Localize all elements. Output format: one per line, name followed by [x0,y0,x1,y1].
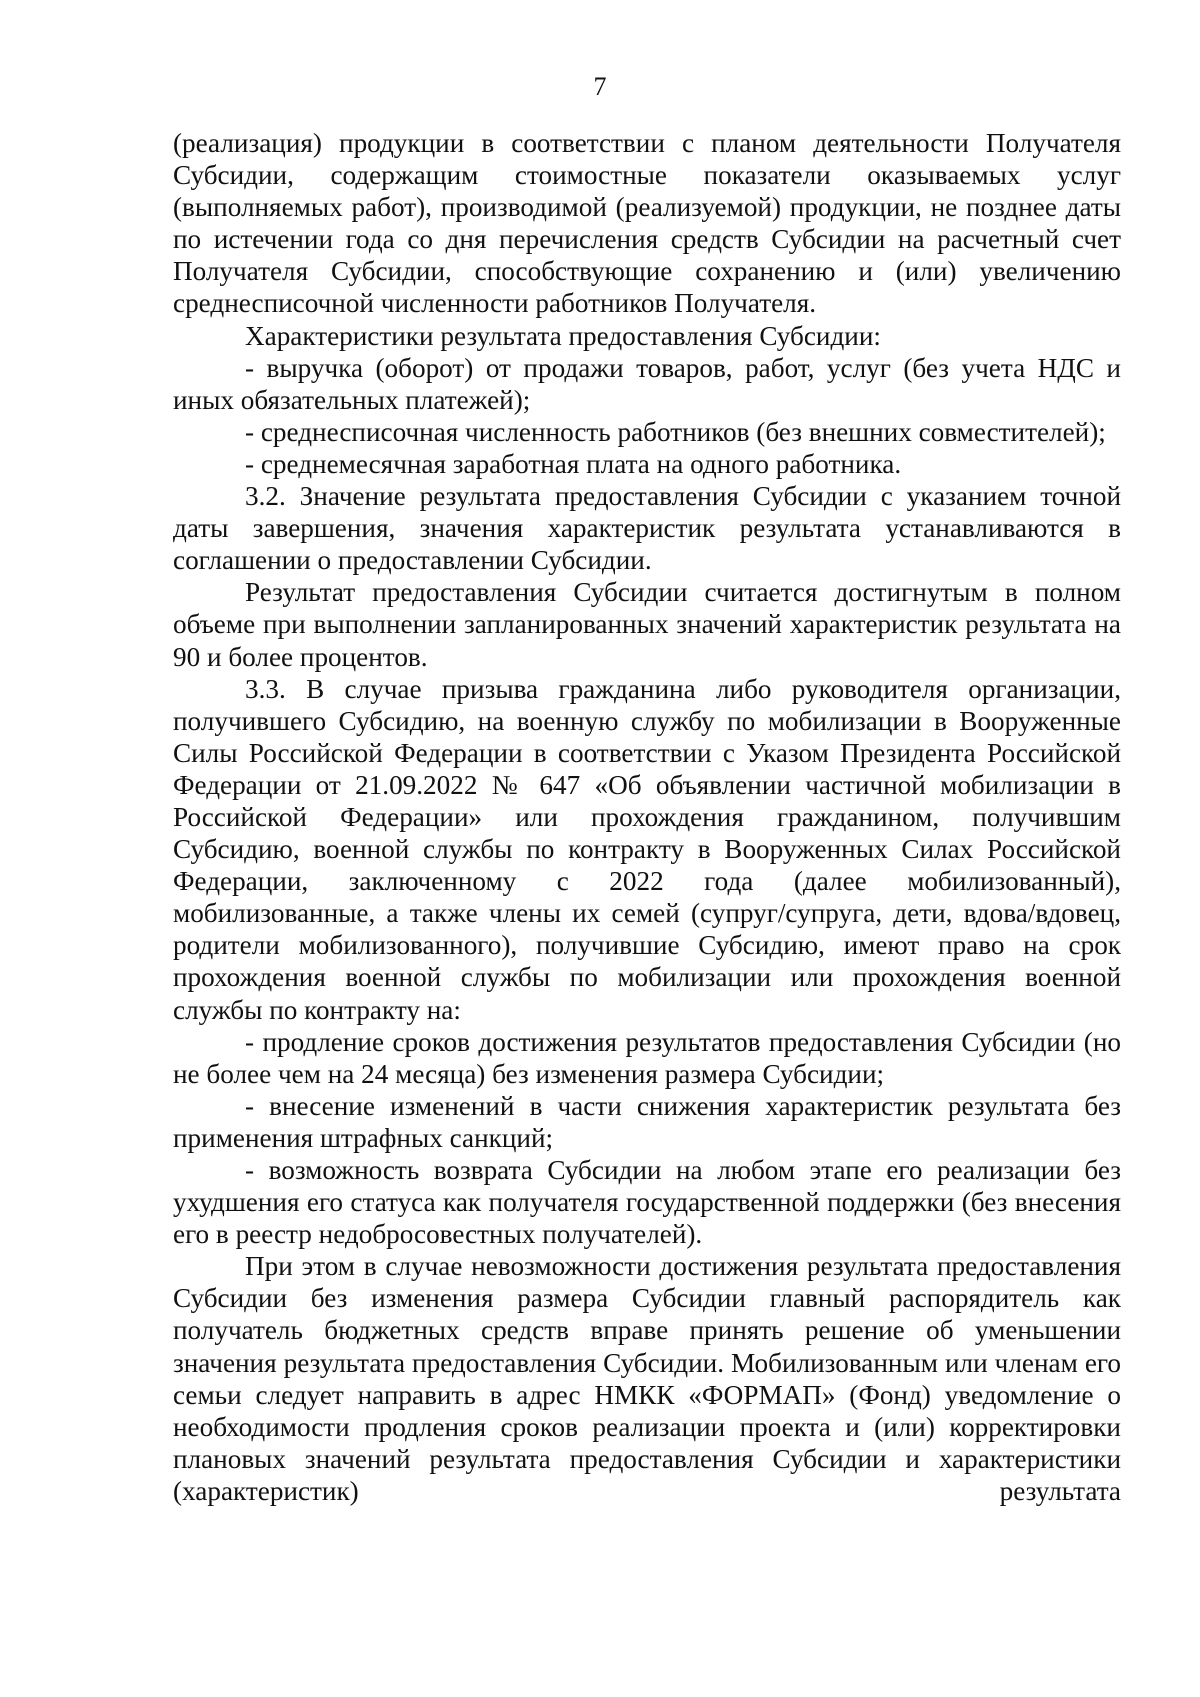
document-body [173,127,1121,1507]
paragraph-3-3: 3.3. В случае призыва гражданина либо руководителя организации, получившего Субсидию, на военную службу по мобилизации в Вооруженные Силы Российской Федерации в соответствии с Указом Президента Российской Федерации от 21.09.2022 № 647 «Об объявлении частичной мобилизации в Российской Федерации» или прохождения гражданином, получившим Субсидию, военной службы по контракту в Вооруженных Силах Российской Федерации, заключенному с 2022 года (далее мобилизованный), мобилизованные, а также члены их семей (супруг/супруга, дети, вдова/вдовец, родители мобилизованного), получившие Субсидию, имеют право на срок прохождения военной службы по мобилизации или прохождения военной службы по контракту на: [173,673,1121,1025]
list-item-headcount: - среднесписочная численность работников (без внешних совместителей); [245,416,1106,447]
list-item-reduction: - внесение изменений в части снижения характеристик результата без применения штрафных санкций; [173,1090,1121,1153]
list-item-salary: - среднемесячная заработная плата на одного работника. [245,448,902,479]
paragraph-3-2: 3.2. Значение результата предоставления Субсидии с указанием точной даты завершения, значения характеристик результата устанавливаются в соглашении о предоставлении Субсидии. [173,481,1121,576]
paragraph-characteristics-heading: Характеристики результата предоставления Субсидии: [245,320,881,351]
paragraph-decision: При этом в случае невозможности достижения результата предоставления Субсидии без изменения размера Субсидии главный распорядитель как получатель бюджетных средств вправе принять решение об уменьшении значения результата предоставления Субсидии. Мобилизованным или членам его семьи следует направить в адрес НМКК «ФОРМАП» (Фонд) уведомление о необходимости продления сроков реализации проекта и (или) корректировки плановых значений результата предоставления Субсидии и характеристики (характеристик) результата [173,1251,1121,1506]
paragraph-result-achieved: Результат предоставления Субсидии считается достигнутым в полном объеме при выполнении запланированных значений характеристик результата на 90 и более процентов. [173,577,1121,672]
page-number: 7 [593,72,607,101]
list-item-return: - возможность возврата Субсидии на любом этапе его реализации без ухудшения его статуса как получателя государственной поддержки (без внесения его в реестр недобросовестных получателей). [173,1155,1121,1250]
list-item-revenue: - выручка (оборот) от продажи товаров, работ, услуг (без учета НДС и иных обязательных платежей); [173,352,1121,415]
list-item-extension: - продление сроков достижения результатов предоставления Субсидии (но не более чем на 24 месяца) без изменения размера Субсидии; [173,1026,1121,1089]
paragraph-continuation: (реализация) продукции в соответствии с планом деятельности Получателя Субсидии, содержащим стоимостные показатели оказываемых услуг (выполняемых работ), производимой (реализуемой) продукции, не позднее даты по истечении года со дня перечисления средств Субсидии на расчетный счет Получателя Субсидии, способствующие сохранению и (или) увеличению среднесписочной численности работников Получателя. [173,128,1121,319]
